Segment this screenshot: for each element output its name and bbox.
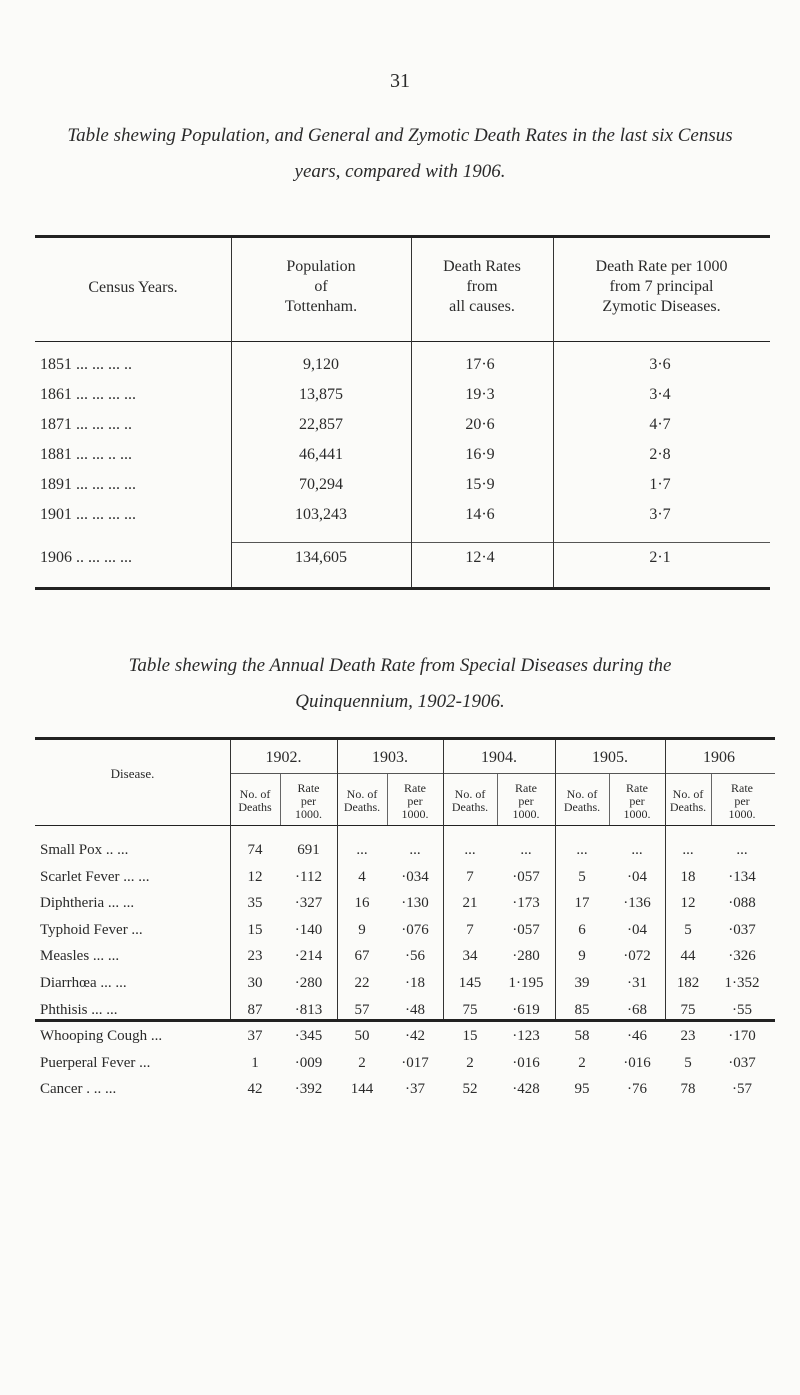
header-text: from 7 principal xyxy=(609,278,714,295)
disease-row xyxy=(35,1028,775,1054)
header-rule xyxy=(35,825,775,826)
deaths-cell: 42 xyxy=(247,1081,263,1098)
zymotic-rate-cell: 3·6 xyxy=(649,356,671,373)
rate-cell: ·173 xyxy=(512,895,540,912)
deaths-cell: ... xyxy=(464,842,476,858)
page-number: 31 xyxy=(390,70,410,92)
deaths-cell: 52 xyxy=(462,1081,478,1098)
rate-cell: ·68 xyxy=(627,1001,647,1018)
header-text: Tottenham. xyxy=(284,298,358,315)
deaths-cell: 15 xyxy=(462,1028,478,1045)
disease-name: Measles ... ... xyxy=(40,948,120,965)
rate-cell: ·56 xyxy=(405,948,425,965)
rate-cell: ·31 xyxy=(627,975,647,991)
header-text: No. of xyxy=(346,787,378,801)
rate-cell: ·134 xyxy=(728,868,756,885)
last-row-rule xyxy=(231,542,770,543)
population-cell: 46,441 xyxy=(299,446,343,463)
deaths-cell: 12 xyxy=(247,868,263,885)
no-of-deaths-header xyxy=(555,788,609,814)
deaths-cell: 7 xyxy=(466,868,474,885)
rate-cell: ·326 xyxy=(728,948,756,965)
rate-cell: ·42 xyxy=(405,1028,425,1045)
rate-cell: ·04 xyxy=(627,921,647,938)
census-year: 1851 ... ... ... .. xyxy=(40,356,132,373)
disease-row xyxy=(35,922,775,948)
disease-name: Diphtheria ... ... xyxy=(40,895,135,912)
rate-cell: ·18 xyxy=(405,975,425,991)
zymotic-rate-cell: 1·7 xyxy=(649,476,671,493)
rate-cell: ·428 xyxy=(512,1081,540,1098)
rate-cell: ·280 xyxy=(512,948,540,965)
deaths-cell: 78 xyxy=(680,1081,696,1098)
header-text: of xyxy=(314,278,328,295)
deaths-cell: 75 xyxy=(462,1001,478,1018)
table1-title-line1: Table shewing Population, and General and Zymotic Death Rates in the last six Census xyxy=(67,125,733,146)
header-text: 1000. xyxy=(295,807,322,821)
rate-cell: ·072 xyxy=(623,948,651,965)
rate-per-1000-header xyxy=(711,782,773,821)
header-text: Rate xyxy=(404,781,426,795)
year-header: 1902. xyxy=(265,749,302,766)
rate-cell: ·037 xyxy=(728,1054,756,1071)
header-death-rates xyxy=(411,257,553,317)
header-text: 1000. xyxy=(512,807,540,821)
death-rate-cell: 20·6 xyxy=(465,416,495,433)
no-of-deaths-header xyxy=(337,788,387,814)
deaths-cell: 21 xyxy=(462,895,478,912)
diseases-table xyxy=(35,737,775,1098)
header-text: from xyxy=(466,278,498,295)
population-cell: 13,875 xyxy=(299,386,343,403)
deaths-cell: 4 xyxy=(358,868,366,885)
census-row xyxy=(35,506,770,536)
disease-row xyxy=(35,869,775,895)
table2-title-line1: Table shewing the Annual Death Rate from Special Diseases during the xyxy=(128,655,672,676)
rate-cell: ·112 xyxy=(295,868,322,885)
disease-row xyxy=(35,1002,775,1028)
deaths-cell: 15 xyxy=(247,921,263,938)
rate-cell: ·057 xyxy=(512,921,540,938)
rate-cell: ·170 xyxy=(728,1028,756,1045)
deaths-cell: 2 xyxy=(578,1054,586,1071)
census-row xyxy=(35,476,770,506)
rate-cell: ·392 xyxy=(294,1081,323,1098)
deaths-cell: 18 xyxy=(680,868,696,885)
deaths-cell: 12 xyxy=(680,895,696,912)
header-rule xyxy=(35,341,770,342)
rate-cell: ·136 xyxy=(623,895,651,912)
header-text: all causes. xyxy=(449,298,515,315)
header-text: Population xyxy=(286,258,356,275)
header-text: No. of xyxy=(672,787,704,801)
rate-per-1000-header xyxy=(387,782,443,821)
rate-cell: ·037 xyxy=(728,921,756,938)
zymotic-rate-cell: 2·1 xyxy=(649,549,671,566)
deaths-cell: 58 xyxy=(574,1028,590,1045)
population-cell: 22,857 xyxy=(299,416,343,433)
deaths-cell: 74 xyxy=(247,842,263,858)
rate-cell: ·140 xyxy=(294,921,323,938)
population-cell: 134,605 xyxy=(295,549,347,566)
population-cell: 9,120 xyxy=(303,356,339,373)
top-rule xyxy=(35,737,775,740)
rate-per-1000-header xyxy=(497,782,555,821)
rate-cell: ·48 xyxy=(405,1001,425,1018)
header-text: per xyxy=(300,794,317,808)
year-header: 1903. xyxy=(372,749,408,766)
zymotic-rate-cell: 2·8 xyxy=(649,446,671,463)
rate-cell: ·123 xyxy=(512,1028,540,1045)
rate-cell: ... xyxy=(736,842,748,858)
header-text: 1000. xyxy=(401,807,429,821)
rate-cell: ·076 xyxy=(401,921,429,938)
rate-per-1000-header xyxy=(280,782,337,821)
rate-cell: ·088 xyxy=(728,895,756,912)
deaths-cell: 57 xyxy=(354,1001,370,1018)
census-year: 1861 ... ... ... ... xyxy=(40,386,136,403)
deaths-cell: 67 xyxy=(354,948,370,965)
population-cell: 70,294 xyxy=(299,476,343,493)
header-text: per xyxy=(734,794,750,808)
rate-cell: 691 xyxy=(297,842,320,858)
disease-row xyxy=(35,1081,775,1107)
header-text: Deaths. xyxy=(669,800,707,814)
deaths-cell: ... xyxy=(356,842,368,858)
disease-row xyxy=(35,1055,775,1081)
deaths-cell: 23 xyxy=(680,1028,696,1045)
rate-cell: ·76 xyxy=(627,1081,647,1098)
death-rate-cell: 12·4 xyxy=(465,549,495,566)
year-header: 1904. xyxy=(481,749,517,766)
rate-cell: ·813 xyxy=(294,1001,323,1018)
rate-per-1000-header xyxy=(609,782,665,821)
census-row xyxy=(35,386,770,416)
disease-name: Whooping Cough ... xyxy=(40,1028,163,1045)
census-row xyxy=(35,416,770,446)
table1-title-line2: years, compared with 1906. xyxy=(294,161,506,182)
header-disease: Disease. xyxy=(110,766,155,781)
year-header: 1906 xyxy=(703,749,735,766)
death-rate-cell: 19·3 xyxy=(465,386,495,403)
rate-cell: ·04 xyxy=(627,868,647,885)
year-rule xyxy=(230,773,775,774)
no-of-deaths-header xyxy=(230,788,280,814)
rate-cell: ·017 xyxy=(401,1054,429,1071)
census-year: 1901 ... ... ... ... xyxy=(40,506,136,523)
header-zymotic-rate xyxy=(553,257,770,317)
census-year: 1871 ... ... ... .. xyxy=(40,416,132,433)
census-year: 1881 ... ... .. ... xyxy=(40,446,132,463)
header-population xyxy=(231,257,411,317)
top-rule xyxy=(35,235,770,238)
header-text: Rate xyxy=(515,781,537,795)
census-year: 1891 ... ... ... ... xyxy=(40,476,136,493)
bottom-rule xyxy=(35,587,770,590)
rate-cell: ·327 xyxy=(294,895,323,912)
deaths-cell: 5 xyxy=(578,868,586,885)
zymotic-rate-cell: 3·4 xyxy=(649,386,671,403)
deaths-cell: 17 xyxy=(574,895,590,912)
disease-row xyxy=(35,895,775,921)
disease-name: Cancer . .. ... xyxy=(40,1081,117,1098)
header-text: per xyxy=(518,794,534,808)
deaths-cell: 50 xyxy=(354,1028,370,1045)
disease-row xyxy=(35,842,775,868)
header-text: Deaths. xyxy=(343,800,381,814)
disease-name: Puerperal Fever ... xyxy=(40,1054,151,1071)
header-text: Deaths xyxy=(238,800,272,814)
deaths-cell: 9 xyxy=(358,921,366,938)
deaths-cell: 16 xyxy=(354,895,370,912)
year-header: 1905. xyxy=(592,749,628,766)
deaths-cell: 5 xyxy=(684,921,692,938)
deaths-cell: 2 xyxy=(358,1054,366,1071)
zymotic-rate-cell: 3·7 xyxy=(649,506,671,523)
deaths-cell: 5 xyxy=(684,1054,692,1071)
death-rate-cell: 15·9 xyxy=(465,476,495,493)
header-text: Rate xyxy=(626,781,648,795)
header-text: No. of xyxy=(239,787,271,801)
rate-cell: ·46 xyxy=(627,1028,647,1045)
disease-row xyxy=(35,948,775,974)
rate-cell: ·345 xyxy=(294,1028,323,1045)
deaths-cell: 6 xyxy=(578,921,586,938)
rate-cell: ... xyxy=(409,842,421,858)
header-text: Death Rates xyxy=(443,258,521,275)
deaths-cell: 34 xyxy=(462,948,478,965)
deaths-cell: 144 xyxy=(350,1081,374,1098)
census-row xyxy=(35,549,770,579)
table2-title xyxy=(40,648,760,720)
deaths-cell: ... xyxy=(576,842,588,858)
table1-title xyxy=(40,118,760,190)
disease-name: Scarlet Fever ... ... xyxy=(40,868,150,885)
zymotic-rate-cell: 4·7 xyxy=(649,416,671,433)
rate-cell: ·214 xyxy=(294,948,323,965)
deaths-cell: 37 xyxy=(247,1028,263,1045)
header-text: Deaths. xyxy=(451,800,489,814)
header-text: Rate xyxy=(297,781,320,795)
death-rate-cell: 17·6 xyxy=(465,356,495,373)
disease-name: Small Pox .. ... xyxy=(40,842,129,858)
rate-cell: ·55 xyxy=(732,1001,752,1018)
rate-cell: 1·195 xyxy=(508,975,544,991)
deaths-cell: 22 xyxy=(354,975,370,991)
deaths-cell: 75 xyxy=(680,1001,696,1018)
rate-cell: ·57 xyxy=(732,1081,752,1098)
rate-cell: ·057 xyxy=(512,868,540,885)
census-table xyxy=(35,235,770,566)
census-row xyxy=(35,446,770,476)
rate-cell: ... xyxy=(520,842,532,858)
deaths-cell: 23 xyxy=(247,948,263,965)
death-rate-cell: 14·6 xyxy=(465,506,495,523)
deaths-cell: 9 xyxy=(578,948,586,965)
census-year: 1906 .. ... ... ... xyxy=(40,549,132,566)
header-text: No. of xyxy=(454,787,486,801)
rate-cell: ·016 xyxy=(512,1054,540,1071)
disease-name: Phthisis ... ... xyxy=(40,1001,118,1018)
deaths-cell: 85 xyxy=(574,1001,590,1018)
rate-cell: ·37 xyxy=(405,1081,425,1098)
disease-name: Typhoid Fever ... xyxy=(40,921,143,938)
rate-cell: ·619 xyxy=(512,1001,540,1018)
header-text: Rate xyxy=(731,781,753,795)
deaths-cell: 95 xyxy=(574,1081,590,1098)
deaths-cell: 39 xyxy=(574,975,590,991)
rate-cell: 1·352 xyxy=(724,975,760,991)
census-row xyxy=(35,356,770,386)
deaths-cell: 44 xyxy=(680,948,696,965)
death-rate-cell: 16·9 xyxy=(465,446,495,463)
header-text: Death Rate per 1000 xyxy=(595,258,728,275)
no-of-deaths-header xyxy=(443,788,497,814)
deaths-cell: 182 xyxy=(676,975,700,991)
rate-cell: ·009 xyxy=(294,1054,323,1071)
rate-cell: ·016 xyxy=(623,1054,651,1071)
header-text: 1000. xyxy=(623,807,651,821)
rate-cell: ·130 xyxy=(401,895,429,912)
disease-name: Diarrhœa ... ... xyxy=(40,975,127,991)
deaths-cell: 2 xyxy=(466,1054,474,1071)
population-cell: 103,243 xyxy=(295,506,347,523)
header-text: 1000. xyxy=(728,807,756,821)
header-text: Zymotic Diseases. xyxy=(602,298,721,315)
deaths-cell: 7 xyxy=(466,921,474,938)
header-text: per xyxy=(629,794,645,808)
header-text: per xyxy=(407,794,423,808)
rate-cell: ·280 xyxy=(294,975,323,991)
header-census-years: Census Years. xyxy=(88,279,178,296)
rate-cell: ... xyxy=(631,842,643,858)
header-text: No. of xyxy=(566,787,598,801)
table2-title-line2: Quinquennium, 1902-1906. xyxy=(295,691,505,712)
deaths-cell: 87 xyxy=(247,1001,263,1018)
disease-row xyxy=(35,975,775,1001)
deaths-cell: ... xyxy=(682,842,694,858)
deaths-cell: 30 xyxy=(247,975,263,991)
deaths-cell: 35 xyxy=(247,895,263,912)
no-of-deaths-header xyxy=(665,788,711,814)
rate-cell: ·034 xyxy=(401,868,429,885)
header-text: Deaths. xyxy=(563,800,601,814)
deaths-cell: 1 xyxy=(251,1054,259,1071)
deaths-cell: 145 xyxy=(458,975,482,991)
